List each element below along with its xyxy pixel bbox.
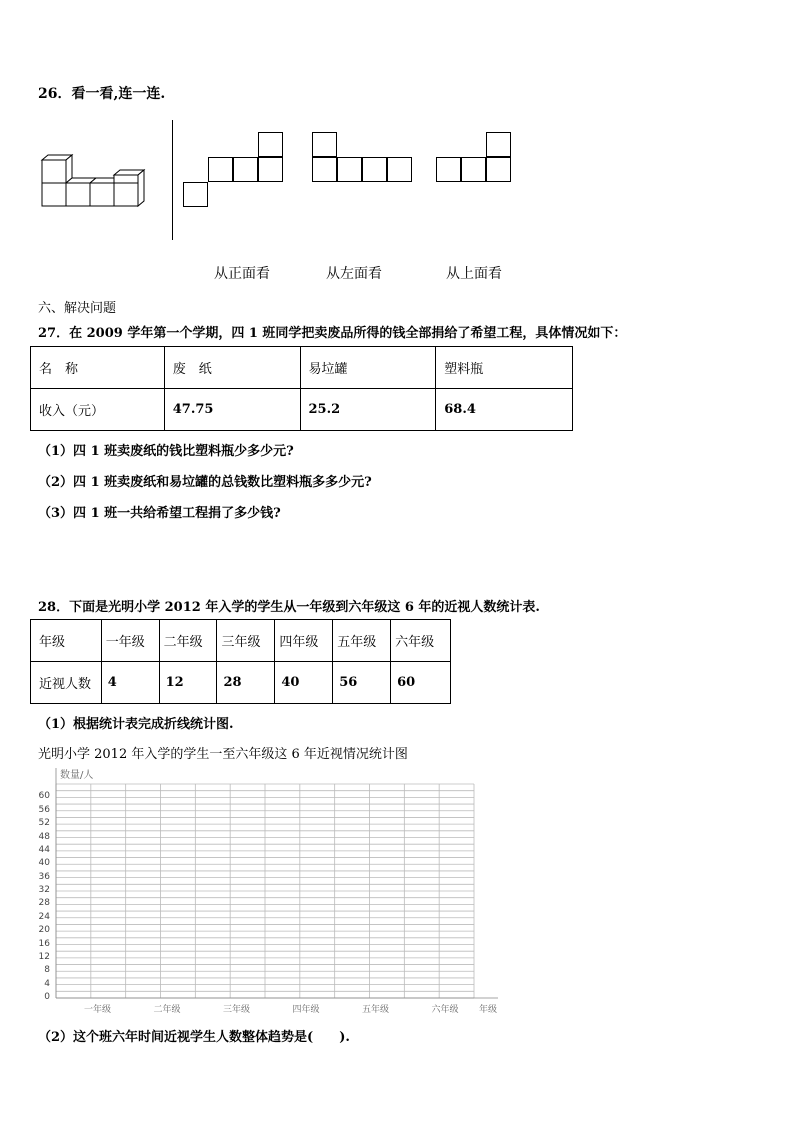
q28-table bbox=[30, 619, 451, 704]
y-tick-label: 8 bbox=[44, 965, 50, 976]
table-cell: 年级 bbox=[31, 620, 102, 662]
y-tick-label: 52 bbox=[38, 818, 50, 829]
table-row bbox=[31, 389, 573, 431]
q28-title: 28．下面是光明小学 2012 年入学的学生从一年级到六年级这 6 年的近视人数统计表. bbox=[38, 600, 540, 615]
q27-title: 27．在 2009 学年第一个学期，四 1 班同学把卖废品所得的钱全部捐给了希望工程，具体情况如下： bbox=[38, 326, 627, 341]
chart-y-axis-label: 数量/人 bbox=[60, 770, 94, 781]
y-tick-label: 12 bbox=[38, 951, 50, 962]
y-tick-label: 60 bbox=[38, 791, 50, 802]
table-cell: 四年级 bbox=[275, 620, 333, 662]
view-label-front: 从正面看 bbox=[214, 266, 270, 282]
table-cell: 二年级 bbox=[159, 620, 217, 662]
view-label-left: 从左面看 bbox=[326, 266, 382, 282]
q27-question-2: （2）四 1 班卖废纸和易垃罐的总钱数比塑料瓶多多少元? bbox=[38, 475, 372, 490]
y-tick-label: 20 bbox=[38, 925, 50, 936]
q26-title: 26．看一看,连一连. bbox=[38, 86, 166, 102]
table-cell: 近视人数 bbox=[31, 662, 102, 704]
table-cell: 25.2 bbox=[300, 389, 436, 431]
table-cell: 易垃罐 bbox=[300, 347, 436, 389]
view-top-figure bbox=[436, 132, 513, 184]
x-tick-label: 六年级 bbox=[431, 1005, 459, 1015]
y-tick-label: 40 bbox=[38, 858, 50, 869]
table-cell: 三年级 bbox=[217, 620, 275, 662]
q27-question-1: （1）四 1 班卖废纸的钱比塑料瓶少多少元? bbox=[38, 444, 294, 459]
cube-solid-figure bbox=[40, 152, 160, 212]
q27-question-3: （3）四 1 班一共给希望工程捐了多少钱? bbox=[38, 506, 281, 521]
line-chart bbox=[30, 762, 510, 1024]
table-cell: 一年级 bbox=[101, 620, 159, 662]
divider-line bbox=[172, 120, 173, 240]
y-tick-label: 28 bbox=[38, 898, 50, 909]
chart-title: 光明小学 2012 年入学的学生一至六年级这 6 年近视情况统计图 bbox=[38, 747, 408, 762]
y-tick-label: 4 bbox=[44, 978, 50, 989]
table-cell: 28 bbox=[217, 662, 275, 704]
x-tick-label: 三年级 bbox=[223, 1005, 251, 1015]
q27-table bbox=[30, 346, 573, 431]
table-cell: 12 bbox=[159, 662, 217, 704]
table-cell: 名 称 bbox=[31, 347, 165, 389]
table-row bbox=[31, 347, 573, 389]
table-cell: 60 bbox=[391, 662, 451, 704]
table-row bbox=[31, 620, 451, 662]
chart-x-axis-label: 年级 bbox=[479, 1005, 498, 1015]
x-tick-label: 二年级 bbox=[153, 1005, 181, 1015]
table-cell: 68.4 bbox=[436, 389, 573, 431]
y-tick-label: 48 bbox=[38, 831, 50, 842]
y-tick-label: 56 bbox=[38, 804, 50, 815]
table-cell: 五年级 bbox=[333, 620, 391, 662]
view-front-figure bbox=[183, 132, 285, 209]
table-row bbox=[31, 662, 451, 704]
chart-grid bbox=[30, 762, 510, 1024]
y-tick-label: 44 bbox=[38, 844, 50, 855]
table-cell: 47.75 bbox=[164, 389, 300, 431]
section-heading: 六、解决问题 bbox=[38, 301, 117, 316]
y-tick-label: 0 bbox=[44, 992, 50, 1002]
y-tick-label: 24 bbox=[38, 911, 50, 922]
q28-sub2: （2）这个班六年时间近视学生人数整体趋势是( ). bbox=[38, 1030, 350, 1045]
table-cell: 废 纸 bbox=[164, 347, 300, 389]
x-tick-label: 五年级 bbox=[362, 1005, 390, 1015]
table-cell: 4 bbox=[101, 662, 159, 704]
y-tick-label: 32 bbox=[38, 885, 50, 895]
table-cell: 收入（元） bbox=[31, 389, 165, 431]
table-cell: 六年级 bbox=[391, 620, 451, 662]
view-left-figure bbox=[312, 132, 414, 184]
x-tick-label: 一年级 bbox=[84, 1005, 112, 1015]
y-tick-label: 16 bbox=[38, 938, 50, 949]
view-label-top: 从上面看 bbox=[446, 266, 502, 282]
x-tick-label: 四年级 bbox=[292, 1005, 320, 1015]
y-tick-label: 36 bbox=[38, 871, 50, 882]
table-cell: 40 bbox=[275, 662, 333, 704]
table-cell: 56 bbox=[333, 662, 391, 704]
table-cell: 塑料瓶 bbox=[436, 347, 573, 389]
q28-sub1: （1）根据统计表完成折线统计图. bbox=[38, 717, 234, 732]
